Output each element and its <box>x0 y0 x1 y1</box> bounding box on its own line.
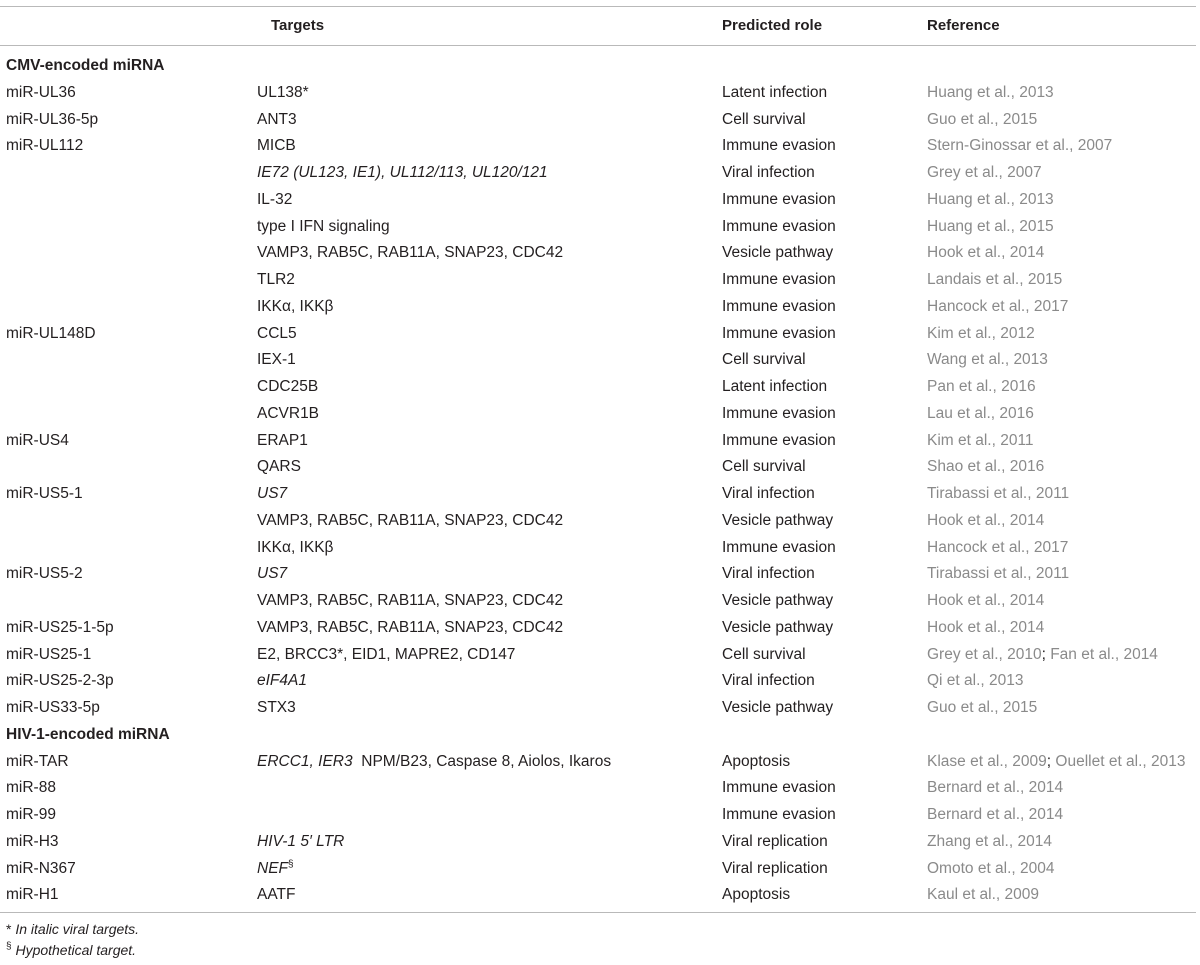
footnote-text: Hypothetical target. <box>15 942 137 958</box>
target-text: AATF <box>257 886 296 904</box>
target-text: IEX-1 <box>257 351 296 369</box>
target-cell <box>257 80 309 106</box>
reference-link[interactable]: Qi et al., 2013 <box>927 672 1024 690</box>
reference-cell <box>927 668 1024 694</box>
table-row <box>0 829 1200 856</box>
reference-link[interactable]: Bernard et al., 2014 <box>927 806 1064 823</box>
reference-cell: Klase et al., 2009; Ouellet et al., 2013 <box>927 752 1186 770</box>
target-text: IE72 (UL123, IE1), UL112/113, UL120/121 <box>257 164 548 181</box>
target-text: ACVR1B <box>257 404 320 422</box>
table-row <box>0 401 1200 428</box>
reference-cell <box>927 615 1044 641</box>
reference-cell <box>927 107 1037 133</box>
target-cell <box>257 561 287 587</box>
predicted-role: Immune evasion <box>722 806 836 823</box>
target-cell <box>257 454 301 480</box>
predicted-role: Vesicle pathway <box>722 244 834 262</box>
header-rule <box>0 45 1196 46</box>
target-text: NEF <box>257 859 288 877</box>
mirna-name: miR-US5-1 <box>6 485 83 502</box>
mirna-name: miR-H3 <box>6 832 59 850</box>
target-text: NPM/B23, Caspase 8, Aiolos, Ikaros <box>361 752 612 770</box>
target-text: VAMP3, RAB5C, RAB11A, SNAP23, CDC42 <box>257 592 564 609</box>
reference-link[interactable]: Guo et al., 2015 <box>927 110 1038 128</box>
predicted-role: Vesicle pathway <box>722 511 834 529</box>
target-text: STX3 <box>257 699 296 716</box>
target-cell <box>257 428 308 454</box>
reference-link[interactable]: Huang et al., 2015 <box>927 217 1054 235</box>
table-row <box>0 508 1200 535</box>
reference-link[interactable]: Hook et al., 2014 <box>927 618 1045 636</box>
predicted-role: Cell survival <box>722 110 806 128</box>
table-row <box>0 321 1200 348</box>
target-cell <box>257 401 319 427</box>
reference-link[interactable]: Lau et al., 2016 <box>927 404 1034 422</box>
reference-link[interactable]: Hancock et al., 2017 <box>927 297 1069 315</box>
target-text: CCL5 <box>257 324 297 342</box>
reference-cell <box>927 561 1069 587</box>
target-cell <box>257 588 563 614</box>
reference-cell <box>927 481 1069 507</box>
target-cell <box>257 508 563 534</box>
mirna-name: miR-US25-2-3p <box>6 672 114 690</box>
mirna-name: miR-US5-2 <box>6 565 83 583</box>
predicted-role: Immune evasion <box>722 137 836 155</box>
table-row <box>0 856 1200 883</box>
table-row <box>0 481 1200 508</box>
reference-link[interactable]: Hook et al., 2014 <box>927 592 1045 609</box>
predicted-role: Apoptosis <box>722 886 791 904</box>
target-text: IL-32 <box>257 190 293 208</box>
predicted-role: Immune evasion <box>722 324 836 342</box>
mirna-name: miR-H1 <box>6 886 59 904</box>
reference-link[interactable]: Kaul et al., 2009 <box>927 886 1040 904</box>
table-row <box>0 214 1200 241</box>
reference-link[interactable]: Wang et al., 2013 <box>927 351 1048 369</box>
section-title: CMV-encoded miRNA <box>6 57 165 74</box>
reference-cell <box>927 508 1044 534</box>
table-row <box>0 428 1200 455</box>
reference-link[interactable]: Huang et al., 2013 <box>927 83 1054 101</box>
target-cell <box>257 107 297 133</box>
reference-cell <box>927 160 1042 186</box>
reference-link[interactable]: Tirabassi et al., 2011 <box>927 565 1070 583</box>
table-row <box>0 588 1200 615</box>
reference-link[interactable]: Kim et al., 2011 <box>927 431 1034 449</box>
reference-cell <box>927 802 1063 828</box>
predicted-role: Latent infection <box>722 378 828 395</box>
target-cell <box>257 267 295 293</box>
mirna-name: miR-US33-5p <box>6 699 100 716</box>
reference-link[interactable]: Shao et al., 2016 <box>927 458 1045 476</box>
target-text: IKKα, IKKβ <box>257 297 334 315</box>
target-text: ANT3 <box>257 110 297 128</box>
reference-link[interactable]: Zhang et al., 2014 <box>927 832 1052 850</box>
section-row <box>0 722 1200 749</box>
predicted-role: Apoptosis <box>722 752 791 770</box>
predicted-role: Immune evasion <box>722 538 836 556</box>
table-body <box>0 53 1200 909</box>
footnotes <box>6 919 139 961</box>
mirna-name: miR-88 <box>6 779 56 797</box>
predicted-role: Cell survival <box>722 351 806 369</box>
target-cell <box>257 374 318 400</box>
predicted-role: Vesicle pathway <box>722 699 834 716</box>
mirna-name: miR-UL36 <box>6 83 76 101</box>
predicted-role: Viral infection <box>722 672 815 690</box>
reference-cell <box>927 454 1044 480</box>
table-row <box>0 561 1200 588</box>
table-bottom-rule <box>0 912 1196 913</box>
reference-cell <box>927 267 1062 293</box>
reference-cell <box>927 856 1055 882</box>
target-cell <box>257 347 296 373</box>
reference-cell <box>927 428 1034 454</box>
reference-cell <box>927 214 1054 240</box>
target-cell <box>257 749 611 775</box>
table-row <box>0 240 1200 267</box>
target-cell <box>257 214 390 240</box>
mirna-name: miR-TAR <box>6 752 69 770</box>
reference-cell <box>927 187 1054 213</box>
reference-link[interactable]: Omoto et al., 2004 <box>927 859 1055 877</box>
table-row <box>0 267 1200 294</box>
target-cell <box>257 294 333 320</box>
reference-link[interactable]: Tirabassi et al., 2011 <box>927 485 1070 502</box>
reference-link[interactable]: Stern-Ginossar et al., 2007 <box>927 137 1113 155</box>
predicted-role: Vesicle pathway <box>722 618 834 636</box>
footnote-hypothetical <box>6 940 139 961</box>
mirna-name: miR-UL112 <box>6 137 84 155</box>
target-text: US7 <box>257 565 288 583</box>
target-footnote-mark: § <box>288 858 294 870</box>
table-row <box>0 802 1200 829</box>
target-text: QARS <box>257 458 301 476</box>
target-text: TLR2 <box>257 271 295 288</box>
target-viral: ERCC1, IER3 <box>257 752 353 770</box>
reference-link[interactable]: Landais et al., 2015 <box>927 271 1063 288</box>
table-row <box>0 187 1200 214</box>
reference-cell <box>927 588 1044 614</box>
reference-link[interactable]: Bernard et al., 2014 <box>927 779 1064 797</box>
target-cell <box>257 481 287 507</box>
mirna-name: miR-UL36-5p <box>6 110 99 128</box>
target-text: HIV-1 5′ LTR <box>257 832 345 850</box>
predicted-role: Viral infection <box>722 164 815 181</box>
table-row <box>0 133 1200 160</box>
reference-link[interactable]: Grey et al., 2010 <box>927 645 1042 663</box>
target-cell <box>257 240 563 266</box>
predicted-role: Immune evasion <box>722 779 836 797</box>
target-text: IKKα, IKKβ <box>257 538 334 556</box>
header-reference: Reference <box>927 17 1000 34</box>
reference-link[interactable]: Hook et al., 2014 <box>927 511 1045 529</box>
reference-cell <box>927 321 1035 347</box>
predicted-role: Immune evasion <box>722 190 836 208</box>
predicted-role: Immune evasion <box>722 404 836 422</box>
target-text: MICB <box>257 137 296 155</box>
mirna-name: miR-US4 <box>6 431 69 449</box>
target-text: VAMP3, RAB5C, RAB11A, SNAP23, CDC42 <box>257 618 564 636</box>
predicted-role: Immune evasion <box>722 217 836 235</box>
reference-link[interactable]: Grey et al., 2007 <box>927 164 1042 181</box>
target-cell <box>257 882 295 908</box>
footnote-mark: * <box>6 921 12 937</box>
target-cell <box>257 187 292 213</box>
target-text: type I IFN signaling <box>257 217 390 235</box>
table-row <box>0 454 1200 481</box>
predicted-role: Cell survival <box>722 458 806 476</box>
mirna-name: miR-UL148D <box>6 324 96 342</box>
table-row <box>0 294 1200 321</box>
footnote-text: In italic viral targets. <box>15 921 140 937</box>
predicted-role: Immune evasion <box>722 271 836 288</box>
mirna-name: miR-US25-1 <box>6 645 92 663</box>
target-cell <box>257 856 294 882</box>
reference-link[interactable]: Kim et al., 2012 <box>927 324 1035 342</box>
table-top-rule <box>0 6 1196 7</box>
target-text: VAMP3, RAB5C, RAB11A, SNAP23, CDC42 <box>257 244 564 262</box>
footnote-italic-viral <box>6 919 139 940</box>
predicted-role: Viral replication <box>722 832 828 850</box>
table-row <box>0 775 1200 802</box>
table-row <box>0 695 1200 722</box>
target-text: eIF4A1 <box>257 672 307 690</box>
reference-link[interactable]: Pan et al., 2016 <box>927 378 1036 395</box>
reference-cell <box>927 829 1052 855</box>
target-cell <box>257 829 344 855</box>
reference-cell <box>927 133 1112 159</box>
table-row <box>0 160 1200 187</box>
table-row <box>0 668 1200 695</box>
reference-link[interactable]: Huang et al., 2013 <box>927 190 1054 208</box>
predicted-role: Viral replication <box>722 859 828 877</box>
section-row <box>0 53 1200 80</box>
target-text: CDC25B <box>257 378 319 395</box>
section-title: HIV-1-encoded miRNA <box>6 725 170 743</box>
reference-cell <box>927 775 1063 801</box>
table-row <box>0 642 1200 669</box>
target-text: ERAP1 <box>257 431 308 449</box>
reference-cell <box>927 401 1034 427</box>
target-cell <box>257 695 296 721</box>
header-targets: Targets <box>271 17 325 34</box>
predicted-role: Viral infection <box>722 565 815 583</box>
reference-cell <box>927 374 1036 400</box>
footnote-mark: § <box>6 941 12 952</box>
target-text: UL138* <box>257 83 309 101</box>
predicted-role: Cell survival <box>722 645 806 663</box>
reference-link[interactable]: Guo et al., 2015 <box>927 699 1038 716</box>
reference-link[interactable]: Fan et al., 2014 <box>1050 645 1158 663</box>
target-cell <box>257 321 297 347</box>
reference-link[interactable]: Hancock et al., 2017 <box>927 538 1069 556</box>
table-row <box>0 882 1200 909</box>
reference-link[interactable]: Klase et al., 2009 <box>927 752 1047 770</box>
mirna-name: miR-99 <box>6 806 56 823</box>
table-row <box>0 107 1200 134</box>
reference-link[interactable]: Hook et al., 2014 <box>927 244 1045 262</box>
reference-cell <box>927 347 1048 373</box>
reference-cell <box>927 240 1044 266</box>
mirna-name: miR-US25-1-5p <box>6 618 114 636</box>
target-text: US7 <box>257 485 288 502</box>
target-cell <box>257 160 548 186</box>
target-text: E2, BRCC3*, EID1, MAPRE2, CD147 <box>257 645 516 663</box>
target-cell <box>257 642 515 668</box>
predicted-role: Viral infection <box>722 485 815 502</box>
reference-cell <box>927 882 1039 908</box>
target-text: VAMP3, RAB5C, RAB11A, SNAP23, CDC42 <box>257 511 564 529</box>
target-cell <box>257 615 563 641</box>
table-row <box>0 749 1200 776</box>
table-row <box>0 535 1200 562</box>
reference-cell <box>927 294 1068 320</box>
reference-cell: Grey et al., 2010; Fan et al., 2014 <box>927 645 1158 663</box>
reference-cell <box>927 695 1037 721</box>
table-row <box>0 80 1200 107</box>
reference-cell <box>927 535 1068 561</box>
table-row <box>0 374 1200 401</box>
reference-cell <box>927 80 1054 106</box>
predicted-role: Immune evasion <box>722 431 836 449</box>
predicted-role: Vesicle pathway <box>722 592 834 609</box>
reference-link[interactable]: Ouellet et al., 2013 <box>1055 752 1186 770</box>
predicted-role: Latent infection <box>722 83 828 101</box>
mirna-name: miR-N367 <box>6 859 76 877</box>
target-cell <box>257 668 307 694</box>
header-predicted-role: Predicted role <box>722 17 823 34</box>
table-row <box>0 615 1200 642</box>
target-cell <box>257 535 333 561</box>
table-row <box>0 347 1200 374</box>
table-header <box>0 17 1200 37</box>
target-cell <box>257 133 296 159</box>
predicted-role: Immune evasion <box>722 297 836 315</box>
